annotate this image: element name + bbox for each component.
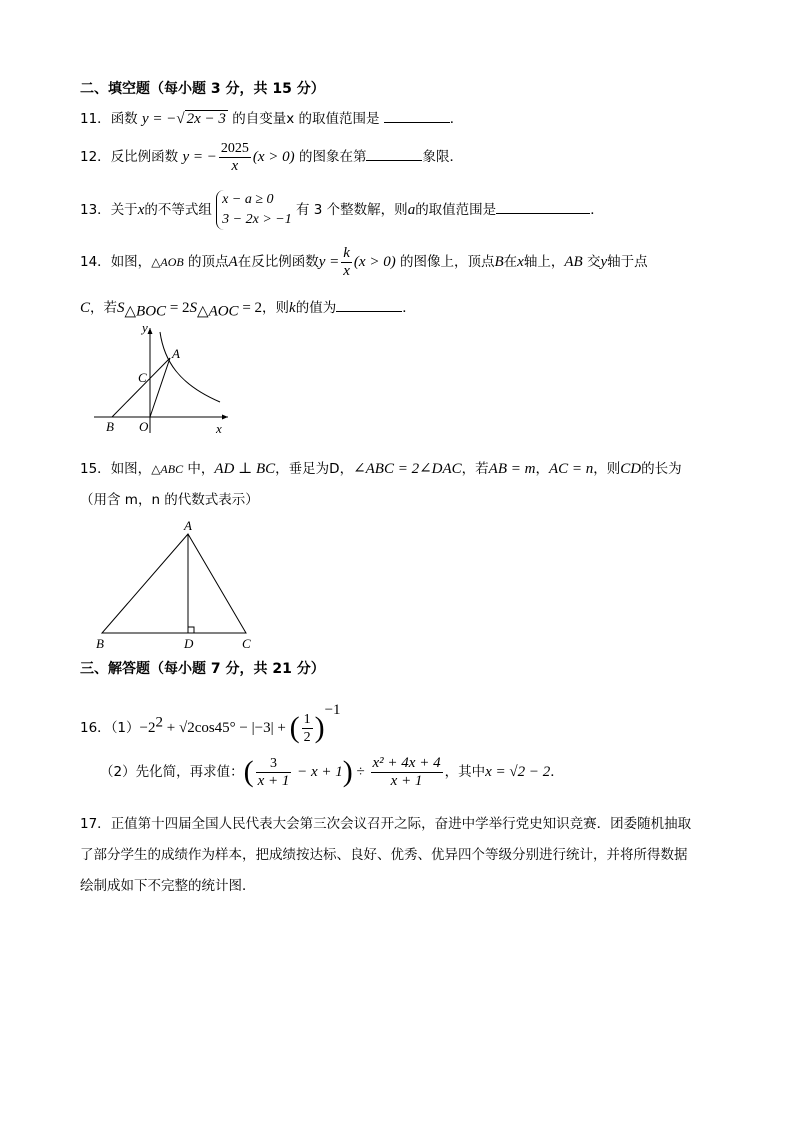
x-axis-arrow [222, 415, 228, 420]
answer-blank[interactable] [336, 297, 402, 312]
answer-blank[interactable] [496, 199, 590, 214]
question-17-line-2: 了部分学生的成绩作为样本，把成绩按达标、良好、优秀、优异四个等级分别进行统计，并将所得数据 [80, 847, 688, 863]
label-D: D [184, 636, 194, 651]
question-number: 11． [80, 111, 111, 127]
question-16-part-1: 16．$(1)-2^2 + √2\cos 45^\circ - |-3|$ + ( $\frac{1}{2}$ )$^{-1}$ [80, 702, 341, 745]
question-number: 12． [80, 149, 111, 165]
question-number: 17． [80, 816, 111, 832]
answer-blank[interactable] [366, 146, 422, 161]
label-C: C [242, 636, 251, 651]
y-axis-arrow [148, 328, 153, 334]
question-14-line-2: C，若$S_{\triangle BOC} = 2S_{\triangle AOC} = 2$，则k的值为 ． [80, 296, 416, 321]
fraction: $\frac{k}{x}$ [343, 244, 350, 279]
figure-hyperbola-triangle [88, 320, 238, 438]
label-A: A [172, 346, 180, 361]
fraction: $\frac{2025}{x}$ [220, 140, 249, 174]
question-14: 14．如图，△AOB 的顶点A在反比例函数y = $\frac{k}{x}$ (x > 0) 的图像上，顶点B在x轴上，AB 交y轴于点 [80, 244, 648, 279]
fraction: $\frac{\text{x² + 4x + 4}}{x + 1}$ [372, 754, 441, 789]
segment-OA [150, 358, 170, 417]
question-number: 13． [80, 202, 111, 218]
question-17: 17．正值第十四届全国人民代表大会第三次会议召开之际，奋进中学举行党史知识竞赛．团委随机抽取 [80, 816, 692, 832]
label-C: C [138, 370, 147, 385]
section-title-solutions: 三、解答题（每小题 7 分，共 21 分） [80, 661, 325, 677]
label-B: B [106, 419, 114, 434]
label-O: O [139, 419, 149, 434]
label-y: y [142, 320, 148, 335]
label-A: A [184, 518, 192, 533]
triangle-ABC [102, 534, 246, 633]
label-x: x [216, 421, 222, 436]
hyperbola-curve [160, 332, 220, 402]
question-12: 12．反比例函数 y = − $\frac{2025}{x}$ (x > 0) 的图象在第 象限． [80, 140, 463, 174]
inequality-system: x − a ≥ 0 3 − 2x > −1 [216, 190, 292, 230]
fraction-half: $\frac{1}{2}$ [303, 711, 311, 745]
question-15-line-2: （用含 m，n 的代数式表示） [80, 492, 259, 508]
question-number: 16． [80, 720, 111, 736]
question-15: 15．如图，△ABC 中，AD ⊥ BC，垂足为D，∠ABC = 2∠DAC，若AB = m，AC = n，则CD的长为 [80, 461, 682, 477]
question-13: 13．关于x的不等式组 x − a ≥ 0 3 − 2x > −1 有 3 个整数解，则a的取值范围是 ． [80, 188, 604, 232]
figure-triangle-abc [92, 516, 262, 652]
label-B: B [96, 636, 104, 651]
question-16-part-2: （2）先化简，再求值：( $\frac{3}{x + 1}$ − x + 1) ÷ $\frac{\text{x² + 4x + 4}}{x + 1}$ ，其中x = √2 − 2． [100, 754, 564, 789]
answer-blank[interactable] [384, 108, 450, 123]
fraction: $\frac{3}{x + 1}$ [257, 755, 290, 789]
question-number: 14． [80, 254, 111, 270]
right-angle-mark [188, 627, 194, 633]
segment-BA [112, 358, 170, 417]
question-number: 15． [80, 461, 111, 477]
section-title-fill-in: 二、填空题（每小题 3 分，共 15 分） [80, 81, 325, 97]
question-11: 11．函数 y = −√ 2x − 3 的自变量x 的取值范围是 ． [80, 107, 463, 128]
question-17-line-3: 绘制成如下不完整的统计图． [80, 878, 256, 894]
